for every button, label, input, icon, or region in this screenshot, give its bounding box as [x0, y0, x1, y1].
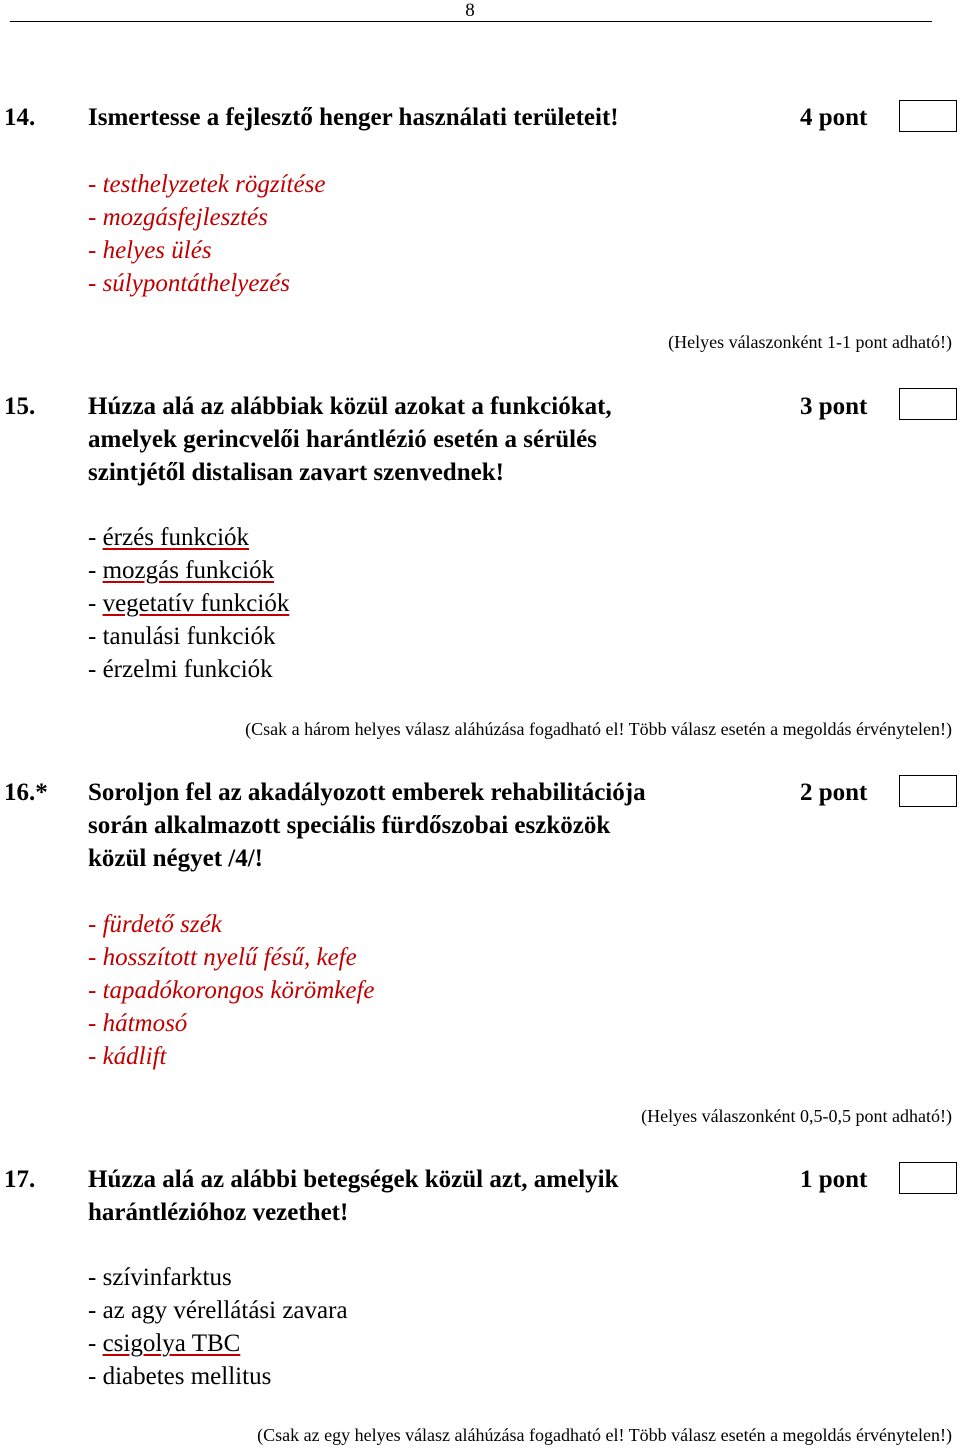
question-15-score-box[interactable] — [899, 388, 957, 420]
list-item: - hátmosó — [88, 1010, 188, 1037]
question-15-note: (Csak a három helyes válasz aláhúzása fogadható el! Több válasz esetén a megoldás érvénytelen!) — [245, 719, 952, 739]
question-16-text — [88, 776, 778, 875]
question-17-text — [88, 1163, 778, 1229]
list-item: - súlypontáthelyezés — [88, 270, 291, 297]
list-item: - hosszított nyelű fésű, kefe — [88, 944, 357, 971]
question-15-number: 15. — [4, 393, 36, 420]
question-14-score-box[interactable] — [899, 100, 957, 132]
page-number: 8 — [465, 0, 475, 21]
question-16-text-line: során alkalmazott speciális fürdőszobai eszközök — [88, 812, 611, 839]
question-17-answer-list — [88, 1261, 348, 1393]
question-17-note: (Csak az egy helyes válasz aláhúzása fogadható el! Több válasz esetén a megoldás érvénytelen!) — [257, 1425, 952, 1445]
question-14-note: (Helyes válaszonként 1-1 pont adható!) — [668, 332, 952, 352]
question-15-text — [88, 390, 778, 489]
question-15-text-line: Húzza alá az alábbiak közül azokat a funkciókat, — [88, 393, 612, 420]
list-item[interactable]: - az agy vérellátási zavara — [88, 1297, 348, 1324]
question-16-number: 16.* — [4, 779, 48, 806]
header-rule — [10, 21, 932, 22]
question-17-number: 17. — [4, 1166, 36, 1193]
underlined-answer: csigolya TBC — [102, 1330, 241, 1357]
question-16-note: (Helyes válaszonként 0,5-0,5 pont adható!) — [641, 1106, 952, 1126]
question-14-answer-list — [88, 168, 325, 300]
list-item: - kádlift — [88, 1043, 167, 1070]
list-item: - tapadókorongos körömkefe — [88, 977, 375, 1004]
question-15-text-line: szintjétől distalisan zavart szenvednek! — [88, 459, 504, 486]
list-item[interactable]: - érzés funkciók — [88, 524, 250, 551]
question-16-text-line: közül négyet /4/! — [88, 845, 263, 872]
question-14-number: 14. — [4, 104, 36, 131]
question-16-score-box[interactable] — [899, 775, 957, 807]
question-17-text-line: Húzza alá az alábbi betegségek közül azt, amelyik — [88, 1166, 619, 1193]
list-item[interactable]: - csigolya TBC — [88, 1330, 241, 1357]
question-17-text-line: harántlézióhoz vezethet! — [88, 1199, 349, 1226]
question-15-text-line: amelyek gerincvelői harántlézió esetén a sérülés — [88, 426, 597, 453]
underlined-answer: mozgás funkciók — [102, 557, 275, 584]
answer-text: tanulási funkciók — [102, 623, 276, 650]
list-item[interactable]: - szívinfarktus — [88, 1264, 232, 1291]
list-item[interactable]: - érzelmi funkciók — [88, 656, 273, 683]
question-14-points: 4 pont — [800, 104, 868, 131]
question-16-answer-list — [88, 908, 375, 1073]
list-item[interactable]: - tanulási funkciók — [88, 623, 276, 650]
list-item: - testhelyzetek rögzítése — [88, 171, 326, 198]
question-16-text-line: Soroljon fel az akadályozott emberek rehabilitációja — [88, 779, 646, 806]
question-17-points: 1 pont — [800, 1166, 868, 1193]
answer-text: érzelmi funkciók — [102, 656, 273, 683]
question-17-score-box[interactable] — [899, 1162, 957, 1194]
underlined-answer: érzés funkciók — [102, 524, 250, 551]
answer-text: diabetes mellitus — [102, 1363, 272, 1390]
list-item: - fürdető szék — [88, 911, 222, 938]
question-14-text: Ismertesse a fejlesztő henger használati területeit! — [88, 104, 619, 131]
list-item[interactable]: - mozgás funkciók — [88, 557, 275, 584]
answer-text: az agy vérellátási zavara — [102, 1297, 348, 1324]
list-item: - mozgásfejlesztés — [88, 204, 268, 231]
list-item: - helyes ülés — [88, 237, 212, 264]
question-16-points: 2 pont — [800, 779, 868, 806]
question-15-points: 3 pont — [800, 393, 868, 420]
answer-text: szívinfarktus — [102, 1264, 232, 1291]
question-15-answer-list — [88, 521, 289, 686]
list-item[interactable]: - vegetatív funkciók — [88, 590, 290, 617]
underlined-answer: vegetatív funkciók — [102, 590, 290, 617]
list-item[interactable]: - diabetes mellitus — [88, 1363, 272, 1390]
